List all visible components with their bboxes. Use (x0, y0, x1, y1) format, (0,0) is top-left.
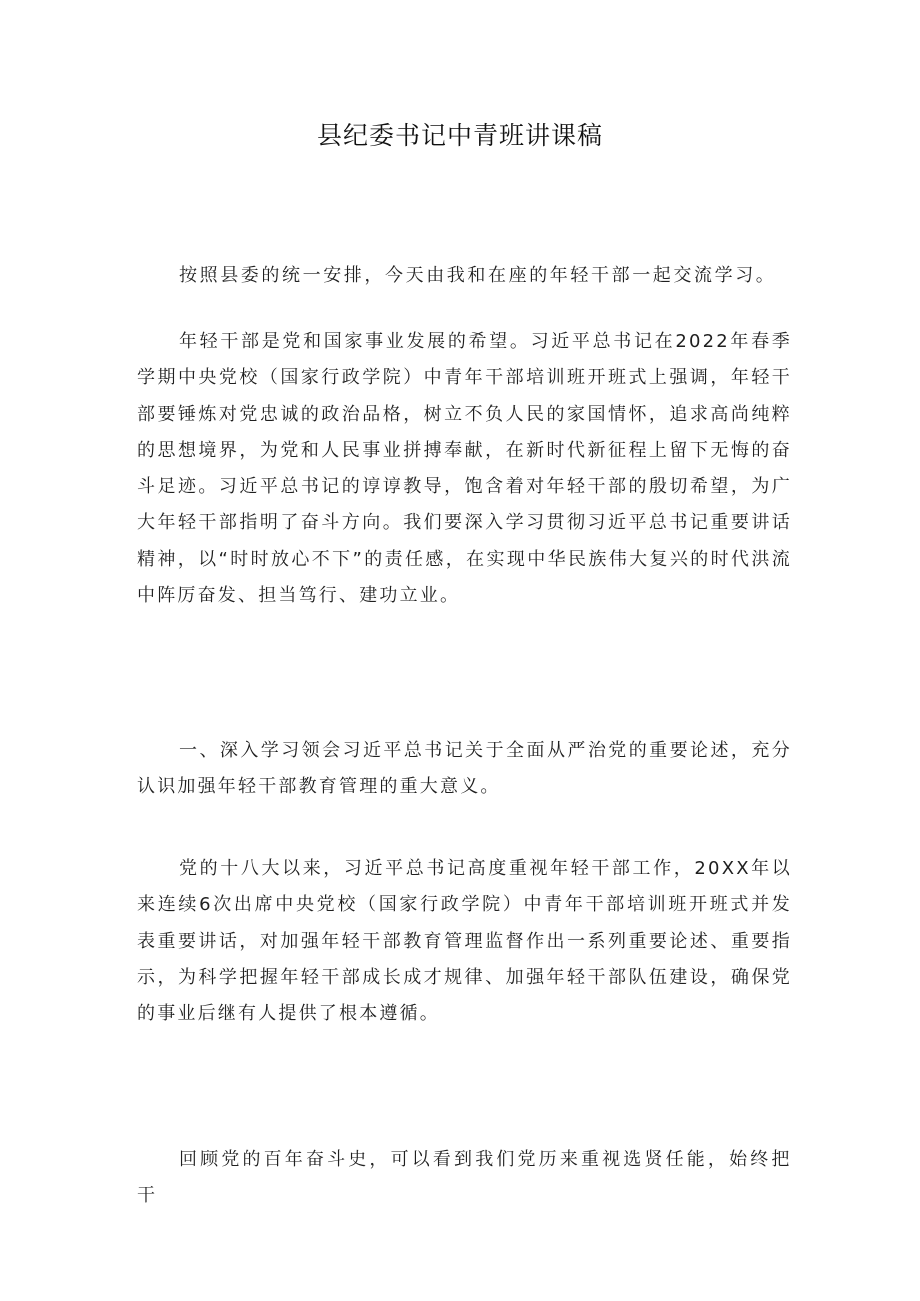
paragraph-since-18th-congress: 党的十八大以来，习近平总书记高度重视年轻干部工作，20XX年以来连续6次出席中央党校（国家行政学院）中青年干部培训班开班式并发表重要讲话，对加强年轻干部教育管理监督作出一系列重要论述、重要指示，为科学把握年轻干部成长成才规律、加强年轻干部队伍建设，确保党的事业后继有人提供了根本遵循。 (137, 858, 792, 1025)
section-heading-one: 一、深入学习领会习近平总书记关于全面从严治党的重要论述，充分认识加强年轻干部教育管理的重大意义。 (137, 740, 792, 798)
paragraph-intro: 按照县委的统一安排，今天由我和在座的年轻干部一起交流学习。 (179, 265, 777, 286)
paragraph-young-cadres-hope: 年轻干部是党和国家事业发展的希望。习近平总书记在2022年春季学期中央党校（国家行政学院）中青年干部培训班开班式上强调，年轻干部要锤炼对党忠诚的政治品格，树立不负人民的家国情怀，追求高尚纯粹的思想境界，为党和人民事业拼搏奉献，在新时代新征程上留下无悔的奋斗足迹。习近平总书记的谆谆教导，饱含着对年轻干部的殷切希望，为广大年轻干部指明了奋斗方向。我们要深入学习贯彻习近平总书记重要讲话精神，以“时时放心不下”的责任感，在实现中华民族伟大复兴的时代洪流中阵厉奋发、担当笃行、建功立业。 (137, 331, 792, 607)
paragraph-party-history: 回顾党的百年奋斗史，可以看到我们党历来重视选贤任能，始终把干 (137, 1149, 792, 1207)
document-title: 县纪委书记中青班讲课稿 (316, 121, 603, 150)
